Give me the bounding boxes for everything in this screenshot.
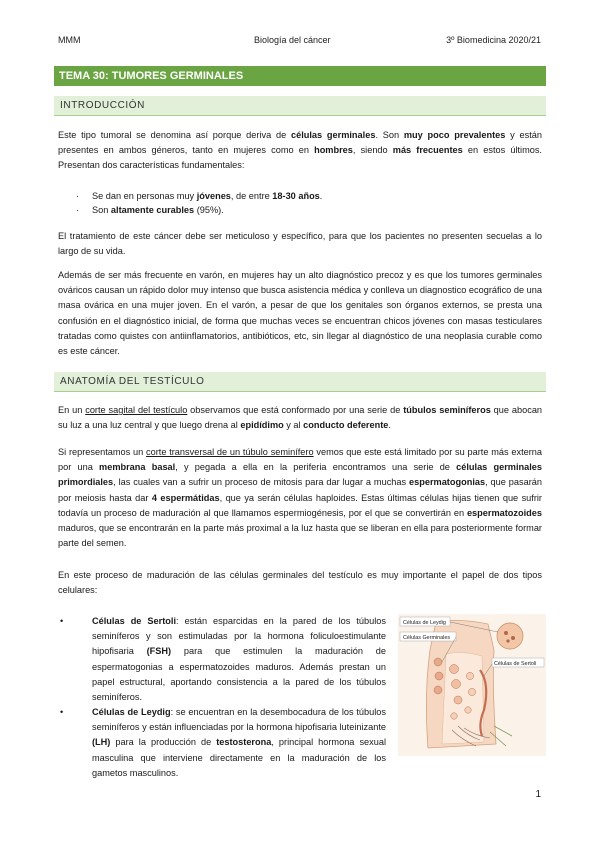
sertoli-item: Células de Sertoli: están esparcidas en la pared de los túbulos seminíferos y son estimuladas por la hormona foliculoestimulante hipofisaria (FSH) para que estimulen la maduración de espermatogonias a espermatozoides maduros. Además prestan un papel estructural, aportando consistencia a la pared de los túbulos seminíferos. bbox=[92, 616, 386, 703]
bullet-dot: • bbox=[60, 707, 64, 717]
intro-paragraph-2: El tratamiento de este cáncer debe ser meticuloso y específico, para que los pacientes no presenten secuelas a lo largo de su vida. bbox=[58, 231, 542, 257]
anatomy-paragraph-2: Si representamos un corte transversal de un túbulo seminífero vemos que este está limitado por su parte más externa por una membrana basal, y pegada a ella en la periferia encontramos una serie de células germinales primordiales, las cuales van a sufrir un proceso de mitosis para dar lugar a muchas espermatogonias, que pasarán por meiosis hasta dar 4 espermátidas, que ya serán células haploides. Estas últimas células hijas tienen que sufrir todavía un proceso de maduración al que llamamos espermiogénesis, por el que se convertirán en espermatozoides maduros, que se encontrarán en la parte más proximal a la luz hasta que se liberan en ella para posteriormente formar parte del semen. bbox=[58, 447, 543, 549]
section-heading-anatomy-text: ANATOMÍA DEL TESTÍCULO bbox=[60, 376, 205, 387]
header-author: MMM bbox=[58, 35, 81, 45]
leydig-item: Células de Leydig: se encuentran en la desembocadura de los túbulos seminíferos y están influenciadas por la hormona hipofisaria luteinizante (LH) para la producción de testosterona, principal hormona sexual masculina que interviene directamente en la maduración de los gametos masculinos. bbox=[92, 707, 387, 778]
bullet-dot: · bbox=[76, 205, 80, 215]
chapter-title: TEMA 30: TUMORES GERMINALES bbox=[54, 66, 546, 86]
section-heading-anatomy bbox=[54, 372, 546, 391]
seminiferous-tubule-figure bbox=[398, 614, 546, 756]
intro-bullet-2: Son altamente curables (95%). bbox=[92, 205, 224, 215]
header-course: 3º Biomedicina 2020/21 bbox=[446, 35, 541, 45]
header-subject: Biología del cáncer bbox=[254, 35, 331, 45]
bullet-dot: · bbox=[76, 191, 80, 201]
anatomy-paragraph-3: En este proceso de maduración de las células germinales del testículo es muy importante el papel de dos tipos celulares: bbox=[58, 570, 542, 596]
intro-bullet-1: Se dan en personas muy jóvenes, de entre 18-30 años. bbox=[92, 191, 323, 201]
figure-label-leydig: Células de Leydig bbox=[403, 619, 446, 626]
page-number: 1 bbox=[535, 789, 541, 800]
figure-label-sertoli: Células de Sertoli bbox=[494, 660, 537, 667]
tubule-illustration bbox=[398, 614, 546, 756]
figure-label-germinales: Células Germinales bbox=[403, 634, 451, 641]
section-heading-intro-text: INTRODUCCIÓN bbox=[60, 100, 145, 111]
intro-paragraph-3: Además de ser más frecuente en varón, en mujeres hay un alto diagnóstico precoz y es que los tumores germinales ováricos causan un rápido dolor muy intenso que busca asistencia médica y conlleva un diagnostico ecográfico de una masa ovárica en una mujer joven. En el varón, a pesar de que los genitales son órganos externos, se presta una confusión en el diagnóstico inicial, de forma que muchas veces se encuentran chicos jóvenes con masas testiculares tratadas como quistes con antiinflamatorios, antibióticos, etc, sin llegar al diagnóstico de una neoplasia curable como es este cáncer. bbox=[58, 270, 542, 357]
anatomy-paragraph-1: En un corte sagital del testículo observamos que está conformado por una serie de túbulos seminíferos que abocan su luz a una luz central y que luego drena al epidídimo y al conducto deferente. bbox=[58, 405, 543, 431]
bullet-dot: • bbox=[60, 616, 64, 626]
intro-paragraph-1: Este tipo tumoral se denomina así porque deriva de células germinales. Son muy poco prevalentes y están presentes en ambos géneros, tanto en mujeres como en hombres, siendo más frecuentes en estos últimos. Presentan dos características fundamentales: bbox=[58, 130, 542, 171]
section-heading-intro bbox=[54, 96, 546, 115]
